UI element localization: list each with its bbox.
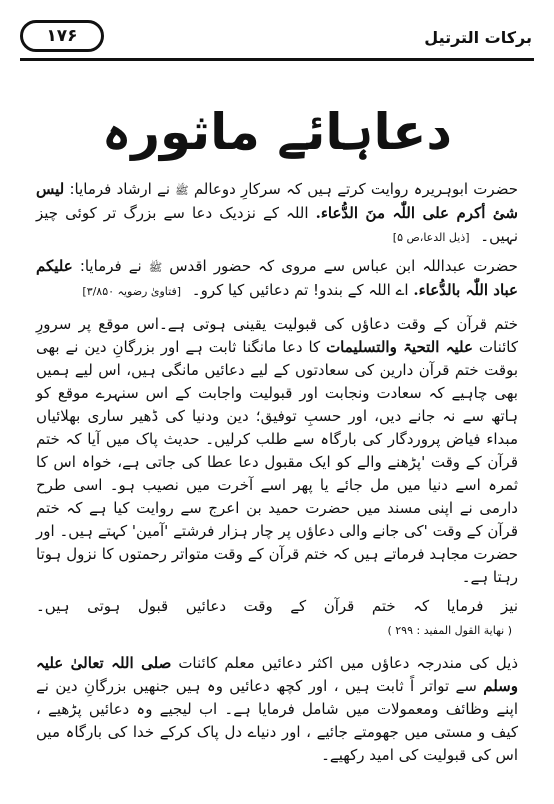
reference: [ذیل الدعا،ص ۵] — [392, 231, 470, 244]
chapter-title: دعاہائے ماثورہ — [101, 103, 453, 161]
book-title: برکات الترتیل — [424, 28, 532, 47]
reference: ( نهاية القول المفيد : ٢٩٩ ) — [387, 624, 512, 637]
paragraph-hadith-1 — [36, 178, 518, 249]
page-body — [36, 178, 518, 773]
text: حضرت عبداللہ ابن عباس سے مروی کہ حضور اقدس — [169, 257, 518, 275]
text: اللہ کے نزدیک دعا سے بزرگ تر کوئی چیز نہیں۔ — [36, 204, 518, 245]
text: نے ارشاد فرمایا: — [69, 180, 171, 198]
arabic-quote: علیکم عباد اللّٰہ بالدُّعاء. — [36, 257, 518, 299]
text: ختم قرآن کے وقت دعاؤں کی قبولیت یقینی ہوتی ہے۔اس موقع پر سرورِ کائنات — [36, 315, 518, 356]
paragraph-hadith-2 — [36, 255, 518, 303]
text: نیز فرمایا کہ ختم قرآن کے وقت دعائیں قبول ہوتی ہیں۔ — [36, 597, 518, 615]
header-rule — [20, 58, 534, 61]
page-header — [20, 18, 534, 62]
arabic-phrase: علیہ التحیۃ والتسلیمات — [326, 338, 473, 356]
paragraph-khatm-quran — [36, 313, 518, 589]
paragraph-duas-intro — [36, 652, 518, 767]
arabic-quote: لیس شئ أکرم علی اللّٰہ منَ الدُّعاء. — [36, 180, 518, 222]
salawat-glyph: ﷺ — [148, 261, 163, 274]
salawat-glyph: ﷺ — [175, 184, 189, 197]
paragraph-qabool — [36, 595, 518, 642]
text: اے اللہ کے بندو! تم دعائیں کیا کرو۔ — [191, 281, 409, 299]
arabic-phrase: صلی اللہ تعالیٰ علیہ وسلم — [36, 654, 518, 695]
page-number: ۱۷۶ — [46, 26, 78, 46]
reference: [فتاویٰ رضویہ ۳/۸۵۰] — [82, 285, 182, 298]
text: سے تواتر اً ثابت ہیں ، اور کچھ دعائیں وہ ہیں جنھیں بزرگانِ دین نے اپنے وظائف ومعمولات میں شامل فرمایا ہے۔ اب لیجیے وہ دعائیں پڑھیے ، کیف و مستی میں جھومتے جائیے ، اور دنیاے دل پاک کرکے خدا کی بارگاہ میں اس کی قبولیت کی امید رکھیے۔ — [36, 677, 518, 764]
text: نے فرمایا: — [79, 257, 142, 275]
page-number-badge — [20, 20, 104, 52]
text: حضرت ابوہریرہ روایت کرتے ہیں کہ سرکارِ دوعالم — [193, 180, 518, 198]
text: ذیل کی مندرجہ دعاؤں میں اکثر دعائیں معلم کائنات — [178, 654, 518, 672]
text: کا دعا مانگنا ثابت ہے اور بزرگانِ دین نے بھی بوقت ختم قرآن دارین کی سعادتوں کے لیے دعائیں مانگی ہیں، اس لیے ہمیں بھی چاہیے کہ سعادت ونجابت اور قبولیت واجابت کے اس سنہرے موقع کو ہاتھ سے نہ جانے دیں، اور حسبِ توفیق؛ دین ودنیا کی ڈھیر ساری بھلائیاں مبداء فیاض پروردگار کی بارگاہ سے طلب کرلیں۔ حدیث پاک میں آیا کہ ختم قرآن کے وقت 'پڑھنے والے کو ایک مقبول دعا عطا کی جاتی ہے، خواہ اس کا ثمرہ اسے دنیا میں مل جائے یا پھر اسے آخرت میں نصیب ہو۔ اسی طرح دارمی نے اپنی مسند میں حضرت حمید بن اعرج سے روایت کیا ہے کہ ختم قرآن کے وقت 'کی جانے والی دعاؤں پر چار ہزار فرشتے 'آمین' کہتے ہیں۔ اور حضرت مجاہد فرماتے ہیں کہ ختم قرآن کے وقت متواتر رحمتوں کا نزول ہوتا رہتا ہے۔ — [36, 338, 518, 586]
